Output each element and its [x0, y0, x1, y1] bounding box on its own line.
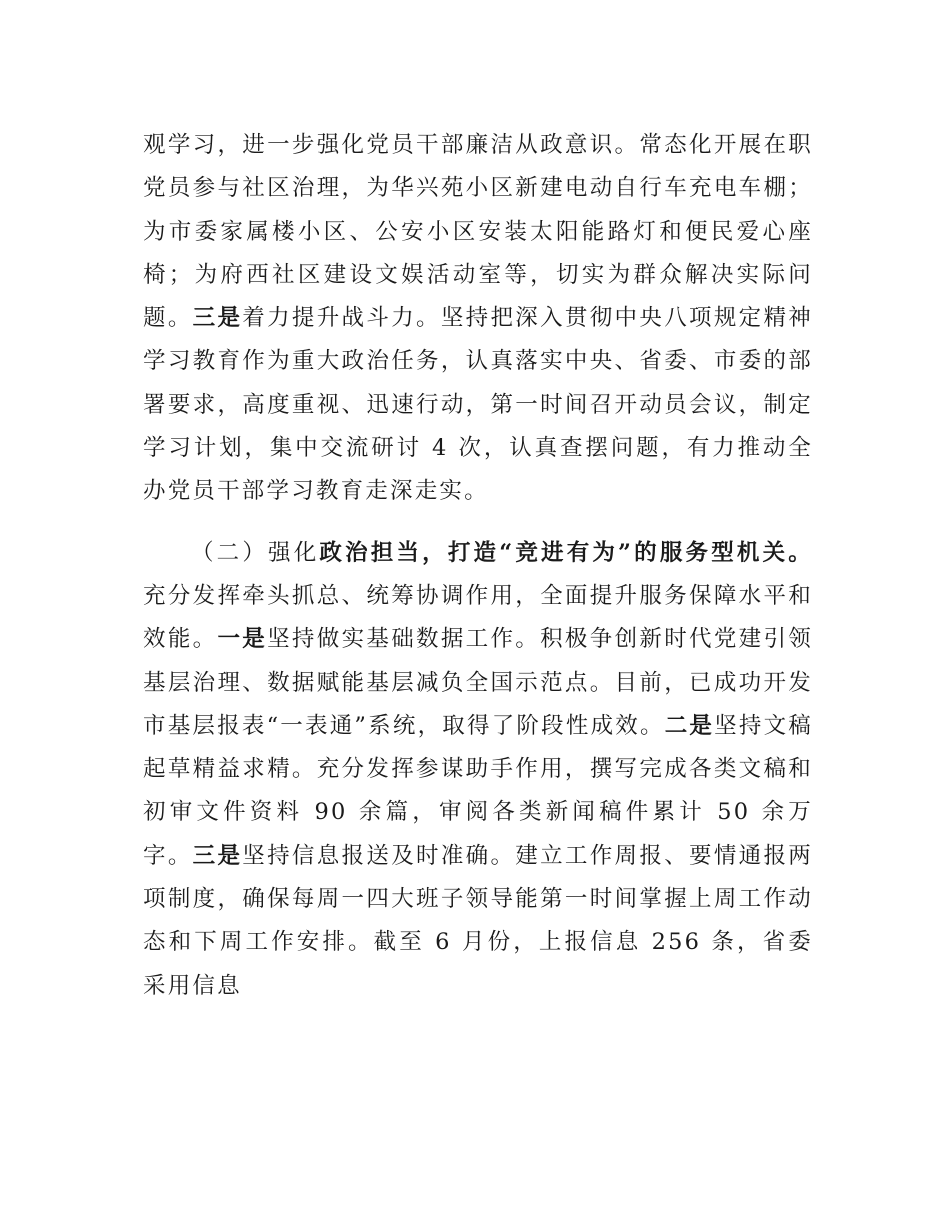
- bold-marker-three: 三是: [192, 842, 243, 869]
- paragraph-text: 着力提升战斗力。坚持把深入贯彻中央八项规定精神学习教育作为重大政治任务，认真落实中央、省委、市委的部署要求，高度重视、迅速行动，第一时间召开动员会议，制定学习计划，集中交流研讨 4 次，认真查摆问题，有力推动全办党员干部学习教育走深走实。: [143, 305, 813, 505]
- bold-marker-three: 三是: [192, 305, 243, 332]
- document-page: [143, 124, 813, 1008]
- paragraph-text: 观学习，进一步强化党员干部廉洁从政意识。常态化开展在职党员参与社区治理，为华兴苑小区新建电动自行车充电车棚；为市委家属楼小区、公安小区安装太阳能路灯和便民爱心座椅；为府西社区建设文娱活动室等，切实为群众解决实际问题。: [143, 132, 813, 332]
- section-number: （二）强化: [191, 539, 320, 566]
- paragraph-text: 充分发挥牵头抓总、统筹协调作用，全面提升服务保障水平和效能。: [143, 582, 813, 653]
- paragraph-text: 坚持信息报送及时准确。建立工作周报、要情通报两项制度，确保每周一四大班子领导能第一时间掌握上周工作动态和下周工作安排。截至 6 月份，上报信息 256 条，省委采用信息: [143, 842, 813, 999]
- bold-marker-two: 二是: [664, 712, 715, 739]
- bold-marker-one: 一是: [217, 626, 268, 653]
- paragraph-party-building: [143, 124, 813, 514]
- paragraph-text: 坚持做实基础数据工作。积极争创新时代党建引领基层治理、数据赋能基层减负全国示范点。目前，已成功开发市基层报表“一表通”系统，取得了阶段性成效。: [143, 626, 813, 739]
- paragraph-text: 坚持文稿起草精益求精。充分发挥参谋助手作用，撰写完成各类文稿和初审文件资料 90 余篇，审阅各类新闻稿件累计 50 余万字。: [143, 712, 813, 869]
- paragraph-service-organ: [143, 532, 813, 1008]
- section-heading: 政治担当，打造“竞进有为”的服务型机关。: [319, 539, 813, 566]
